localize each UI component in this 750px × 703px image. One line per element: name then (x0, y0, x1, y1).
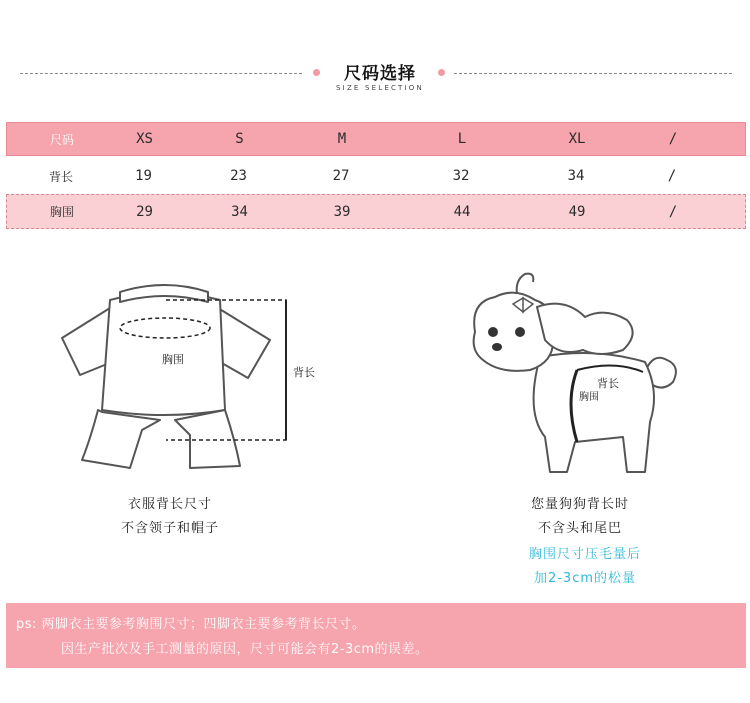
table-cell: 19 (135, 168, 152, 184)
left-leg-shape (82, 410, 160, 468)
table-cell: 49 (568, 203, 586, 220)
dog-ear-shape (537, 304, 633, 354)
table-header-cell: L (457, 131, 467, 147)
table-header-cell: XL (568, 131, 586, 147)
dog-chest-label: 胸围 (579, 392, 599, 403)
table-cell: / (668, 203, 678, 220)
table-header-cell: / (668, 131, 678, 147)
right-dot-ornament (438, 69, 445, 76)
table-cell: 29 (136, 203, 153, 220)
dog-note-line1: 胸围尺寸压毛量后 (528, 547, 641, 562)
dog-caption-line2: 不含头和尾巴 (537, 521, 622, 536)
footer-note-line1: ps: 两脚衣主要参考胸围尺寸；四脚衣主要参考背长尺寸。 (16, 617, 366, 632)
clothes-illustration (40, 270, 340, 480)
dog-note-line2: 加2-3cm的松量 (533, 571, 637, 586)
table-cell: 39 (333, 203, 351, 220)
table-header-cell: XS (136, 131, 153, 147)
page-subtitle: SIZE SELECTION (336, 84, 424, 92)
section-header (0, 55, 750, 100)
dog-caption-line1: 您量狗狗背长时 (530, 497, 629, 512)
page-title: 尺码选择 (344, 64, 416, 84)
right-dashed-divider (454, 73, 732, 74)
table-cell: 34 (567, 168, 585, 184)
right-sleeve-shape (218, 308, 270, 378)
left-dot-ornament (313, 69, 320, 76)
footer-note-line2: 因生产批次及手工测量的原因，尺寸可能会有2-3cm的误差。 (61, 642, 429, 657)
dog-eye-right (515, 327, 525, 337)
back-length-label: 背长 (293, 366, 315, 379)
table-cell: 32 (452, 168, 470, 184)
left-dashed-divider (20, 73, 302, 74)
dog-nose (492, 343, 502, 351)
table-header-cell: S (235, 131, 244, 147)
right-leg-shape (175, 410, 240, 468)
dog-back-label: 背长 (597, 377, 619, 390)
table-cell: 背长 (48, 169, 73, 184)
dog-illustration (455, 262, 695, 482)
table-cell: 23 (230, 168, 247, 184)
table-header-cell: M (337, 131, 347, 147)
table-row (6, 158, 746, 194)
table-cell: / (667, 168, 677, 184)
footer-note-banner (6, 603, 746, 668)
table-cell: 44 (453, 203, 471, 220)
table-cell: 27 (332, 168, 350, 184)
table-header-cell: 尺码 (49, 132, 74, 147)
chest-label: 胸围 (162, 353, 184, 366)
dog-topknot-curl (517, 274, 534, 294)
dog-body-shape (534, 353, 654, 472)
table-header-row (6, 122, 746, 156)
clothes-caption-line1: 衣服背长尺寸 (127, 497, 212, 512)
table-cell: 34 (231, 203, 248, 220)
dog-eye-left (488, 327, 498, 337)
table-row (6, 194, 746, 229)
table-cell: 胸围 (49, 205, 74, 219)
clothes-caption-line2: 不含领子和帽子 (120, 521, 219, 536)
